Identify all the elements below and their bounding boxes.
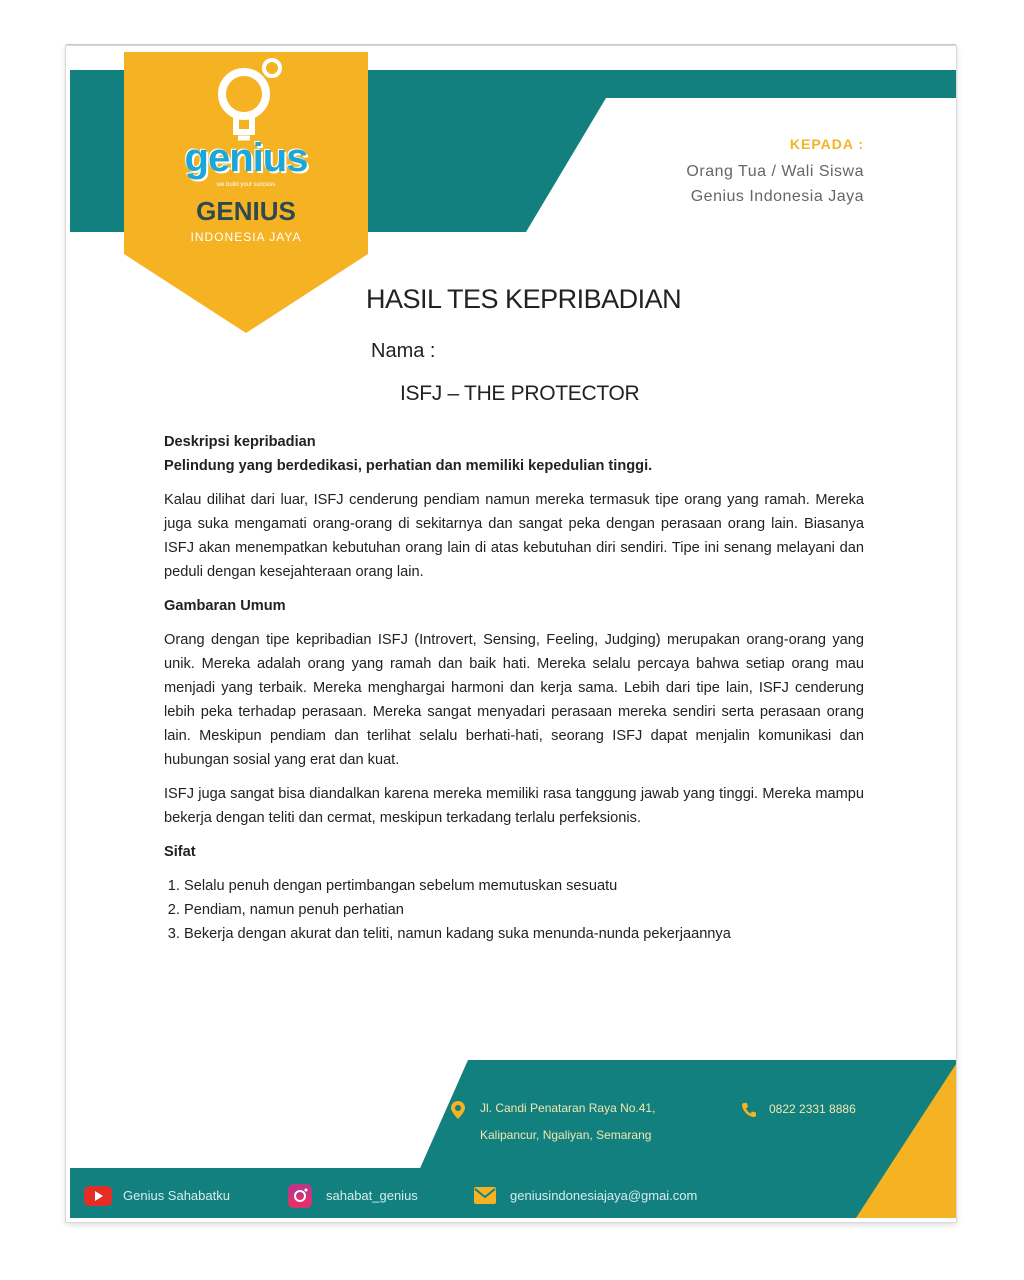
document-page [66, 46, 956, 1222]
brand-badge [124, 46, 368, 333]
recipient-line-2: Genius Indonesia Jaya [690, 188, 864, 205]
lightbulb-icon [206, 56, 286, 146]
section-heading-overview: Gambaran Umum [164, 598, 286, 614]
name-label: Nama : [371, 340, 436, 362]
section-heading-description: Deskripsi kepribadian [164, 434, 316, 450]
footer-email: geniusindonesiajaya@gmai.com [510, 1188, 698, 1203]
phone-icon [740, 1101, 758, 1119]
list-item: 2. Pendiam, namun penuh perhatian [184, 898, 864, 922]
personality-type: ISFJ – THE PROTECTOR [400, 382, 640, 405]
brand-name: GENIUS [196, 196, 296, 226]
brand-tagline: we build your success [216, 182, 276, 188]
brand-wordmark: genius [184, 136, 308, 180]
recipient-label: KEPADA : [789, 136, 864, 152]
footer-instagram: sahabat_genius [326, 1188, 418, 1203]
list-item: 1. Selalu penuh dengan pertimbangan sebelum memutuskan sesuatu [184, 874, 864, 898]
instagram-icon [288, 1184, 312, 1208]
overview-paragraph-2: ISFJ juga sangat bisa diandalkan karena mereka memiliki rasa tanggung jawab yang tinggi. Mereka mampu bekerja dengan teliti dan cermat, meskipun terkadang terlalu perfeksionis. [164, 786, 864, 826]
brand-subtitle: INDONESIA JAYA [190, 230, 302, 244]
document-body [164, 430, 864, 946]
location-pin-icon [450, 1100, 466, 1120]
footer-address-line-1: Jl. Candi Penataran Raya No.41, [480, 1101, 656, 1115]
traits-list [164, 874, 864, 946]
recipient-line-1: Orang Tua / Wali Siswa [686, 163, 864, 180]
overview-paragraph-1: Orang dengan tipe kepribadian ISFJ (Introvert, Sensing, Feeling, Judging) merupakan orang-orang yang unik. Mereka adalah orang yang ramah dan baik hati. Mereka selalu percaya bahwa setiap orang mau menjadi yang terbaik. Mereka menghargai harmoni dan kerja sama. Lebih dari tipe lain, ISFJ cenderung lebih peka terhadap perasaan. Mereka sangat menyadari perasaan mereka sendiri serta perasaan orang lain. Meskipun pendiam dan terlihat selalu berhati-hati, seorang ISFJ dapat menjalin komunikasi dan hubungan sosial yang erat dan kuat. [164, 632, 864, 768]
footer-youtube: Genius Sahabatku [123, 1188, 230, 1203]
section-heading-traits: Sifat [164, 844, 196, 860]
footer-phone: 0822 2331 8886 [769, 1102, 856, 1116]
list-item: 3. Bekerja dengan akurat dan teliti, namun kadang suka menunda-nunda pekerjaannya [184, 922, 864, 946]
youtube-icon [84, 1186, 112, 1206]
description-tagline: Pelindung yang berdedikasi, perhatian dan memiliki kepedulian tinggi. [164, 458, 653, 474]
document-title: HASIL TES KEPRIBADIAN [366, 284, 682, 314]
email-icon [474, 1187, 496, 1204]
footer-address-line-2: Kalipancur, Ngaliyan, Semarang [480, 1128, 652, 1142]
description-paragraph: Kalau dilihat dari luar, ISFJ cenderung pendiam namun mereka termasuk tipe orang yang ramah. Mereka juga suka mengamati orang-orang di sekitarnya dan sangat peka dengan perasaan orang lain. Biasanya ISFJ akan menempatkan kebutuhan orang lain di atas kebutuhan diri sendiri. Tipe ini senang melayani dan peduli dengan kesejahteraan orang lain. [164, 492, 864, 580]
